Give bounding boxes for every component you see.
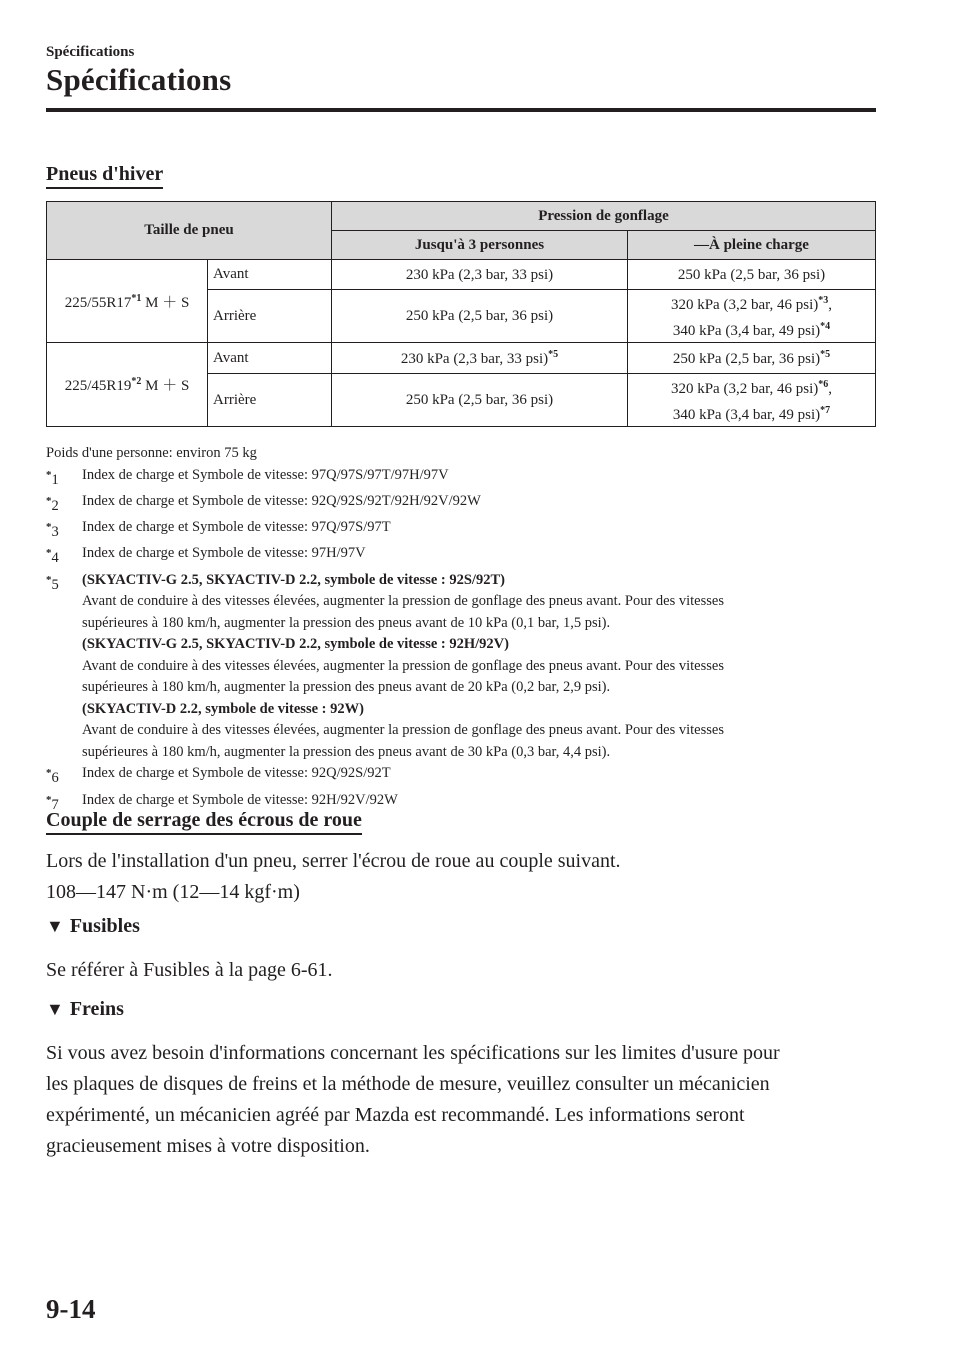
running-header: Spécifications (46, 44, 135, 60)
header-rule (46, 108, 876, 112)
note-weight: Poids d'une personne: environ 75 kg (46, 445, 257, 461)
pressure-cell: 230 kPa (2,3 bar, 33 psi)$^{*5}$ (331, 343, 627, 374)
winter-tire-pressure-table (46, 201, 876, 427)
brakes-text: Si vous avez besoin d'informations concernant les spécifications sur les limites d'usure pour les plaques de disques de freins et la méthode de mesure, veuillez consulter un mécanicien expérimenté, un mécanicien agréé par Mazda est recommandé. Les informations seront gracieusement mises à votre disposition. (46, 1042, 780, 1157)
head-up-to-3: Jusqu'à 3 personnes (331, 231, 627, 260)
table-row (47, 343, 876, 374)
winter-tires-title: Pneus d'hiver (46, 162, 163, 189)
footnote: *1 Index de charge et Symbole de vitesse: 97Q/97S/97T/97H/97V (46, 466, 449, 488)
fuses-heading: ▼ Fusibles (46, 915, 140, 937)
table-row (47, 260, 876, 290)
triangle-down-icon: ▼ (46, 916, 64, 936)
position-rear: Arrière (208, 374, 332, 427)
pressure-cell: 230 kPa (2,3 bar, 33 psi) (331, 260, 627, 290)
footnote: *5 (SKYACTIV-G 2.5, SKYACTIV-D 2.2, symbole de vitesse : 92S/92T) Avant de conduire à des vitesses élevées, augmenter la pression de gonflage des pneus avant. Pour des vitesses supérieures à 180 km/h, augmenter la pression des pneus avant de 10 kPa (0,1 bar, 1,5 psi). (SKYACTIV-G 2.5, SKYACTIV-D 2.2, symbole de vitesse : 92H/92V) Avant de conduire à des vitesses élevées, augmenter la pression de gonflage des pneus avant. Pour des vitesses supérieures à 180 km/h, augmenter la pression des pneus avant de 20 kPa (0,2 bar, 2,9 psi). (SKYACTIV-D 2.2, symbole de vitesse : 92W) Avant de conduire à des vitesses élevées, augmenter la pression de gonflage des pneus avant. Pour des vitesses supérieures à 180 km/h, augmenter la pression des pneus avant de 30 kPa (0,3 bar, 4,4 psi). (46, 571, 724, 760)
pressure-cell: 250 kPa (2,5 bar, 36 psi) (331, 374, 627, 427)
pressure-cell: 250 kPa (2,5 bar, 36 psi) (627, 260, 875, 290)
chapter-title: Spécifications (46, 62, 232, 97)
tire-size-cell: 225/55R17$^{*1}$ M ＋ S (47, 260, 208, 343)
head-full-load: —À pleine charge (627, 231, 875, 260)
head-tire-size: Taille de pneu (47, 202, 332, 260)
pressure-cell: 250 kPa (2,5 bar, 36 psi) (331, 290, 627, 343)
footnote: *3 Index de charge et Symbole de vitesse: 97Q/97S/97T (46, 519, 391, 540)
footnote: *7 Index de charge et Symbole de vitesse: 92H/92V/92W (46, 791, 398, 813)
footnote: *6 Index de charge et Symbole de vitesse: 92Q/92S/92T (46, 765, 391, 787)
position-front: Avant (208, 260, 332, 290)
footnote: *2 Index de charge et Symbole de vitesse: 92Q/92S/92T/92H/92V/92W (46, 492, 481, 514)
pressure-cell: 320 kPa (3,2 bar, 46 psi)$^{*3}$, 340 kPa (3,4 bar, 49 psi)$^{*4}$ (627, 290, 875, 343)
brakes-heading: ▼ Freins (46, 998, 124, 1020)
head-pressure: Pression de gonflage (331, 202, 875, 231)
torque-title: Couple de serrage des écrous de roue (46, 808, 362, 835)
pressure-cell: 320 kPa (3,2 bar, 46 psi)$^{*6}$, 340 kPa (3,4 bar, 49 psi)$^{*7}$ (627, 374, 875, 427)
position-front: Avant (208, 343, 332, 374)
torque-text: Lors de l'installation d'un pneu, serrer l'écrou de roue au couple suivant. 108―147 N·m (12―14 kgf·m) (46, 850, 621, 903)
position-rear: Arrière (208, 290, 332, 343)
page-number: 9-14 (46, 1294, 96, 1324)
fuses-text: Se référer à Fusibles à la page 6-61. (46, 959, 333, 981)
footnote: *4 Index de charge et Symbole de vitesse: 97H/97V (46, 545, 366, 567)
triangle-down-icon: ▼ (46, 999, 64, 1019)
pressure-cell: 250 kPa (2,5 bar, 36 psi)$^{*5}$ (627, 343, 875, 374)
tire-size-cell: 225/45R19$^{*2}$ M ＋ S (47, 343, 208, 427)
footnotes (46, 443, 876, 816)
